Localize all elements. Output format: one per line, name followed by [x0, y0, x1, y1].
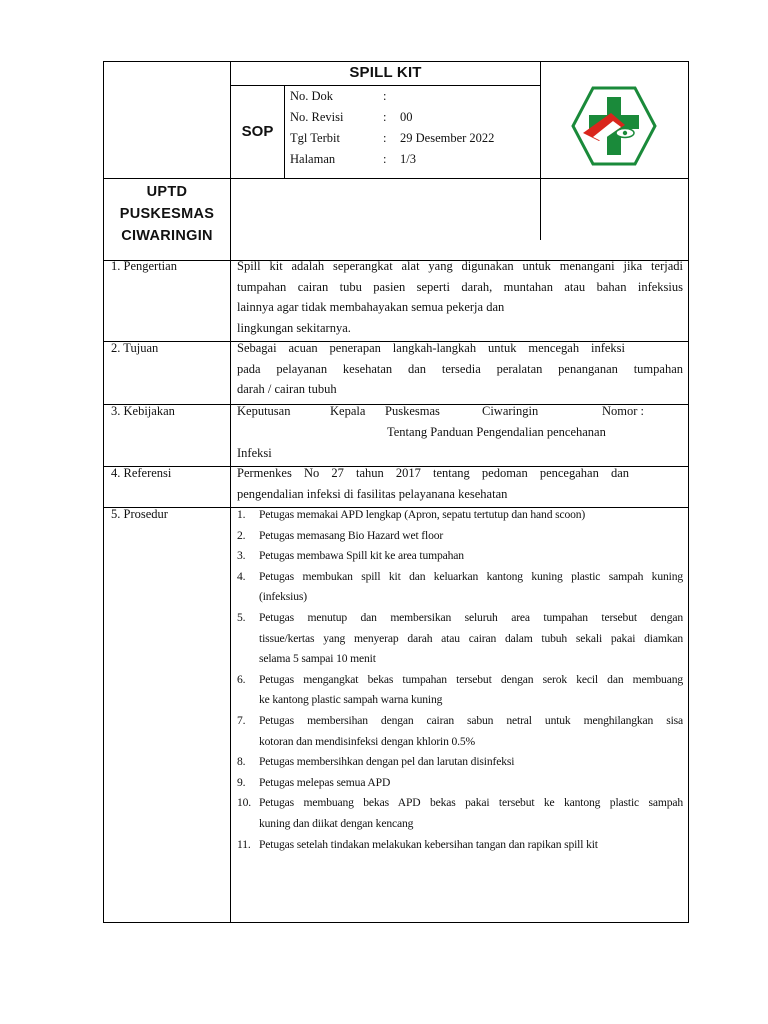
step-line: kotoran dan mendisinfeksi dengan khlorin 0.5% [259, 734, 476, 748]
meta-row-no-dok [290, 86, 535, 107]
body-line: Permenkes No 27 tahun 2017 tentang pedoman pencegahan dan [237, 466, 629, 480]
body-line: darah / cairan tubuh [237, 382, 337, 397]
step-number: 5. [237, 611, 246, 624]
body-line: tumpahan cairan tubu pasien seperti darah, muntahan atau bahan infeksius [237, 279, 683, 294]
sop-document-table [103, 61, 689, 923]
body-line: Sebagai acuan penerapan langkah-langkah untuk mencegah infeksi [237, 341, 625, 355]
sop-divider [284, 85, 285, 178]
sop-label: SOP [241, 123, 274, 140]
meta-row-no-revisi [290, 107, 535, 128]
body-word: Ciwaringin [482, 404, 539, 418]
step-line: Petugas mengangkat bekas tumpahan tersebut dengan serok kecil dan membuang [259, 672, 683, 686]
procedure-list [237, 505, 685, 905]
step-line: Petugas menutup dan membersikan seluruh area tumpahan tersebut dengan [259, 611, 683, 624]
document-meta [290, 86, 535, 176]
meta-label: No. Revisi [290, 110, 344, 124]
meta-value: 1/3 [400, 152, 416, 166]
section-body-pengertian [237, 256, 683, 338]
puskesmas-logo [571, 85, 657, 167]
step-line: Petugas setelah tindakan melakukan kebersihan tangan dan rapikan spill kit [259, 837, 598, 851]
step-number: 6. [237, 672, 246, 686]
step-line: Petugas memasang Bio Hazard wet floor [259, 528, 444, 542]
step-line: Petugas melepas semua APD [259, 775, 391, 789]
step-number: 3. [237, 549, 246, 563]
section-label-pengertian: 1. Pengertian [111, 259, 177, 273]
puskesmas-logo-icon [571, 85, 657, 167]
body-line: Tentang Panduan Pengendalian pencehanan [387, 425, 606, 439]
step-line: Petugas membawa Spill kit ke area tumpahan [259, 549, 464, 563]
body-line: pada pelayanan kesehatan dan tersedia peralatan penanganan tumpahan [237, 361, 683, 376]
col-divider-left [230, 62, 231, 923]
body-word: Puskesmas [385, 404, 440, 418]
meta-row-tgl-terbit [290, 128, 535, 149]
body-word: Kepala [330, 404, 366, 418]
body-line: lingkungan sekitarnya. [237, 320, 351, 335]
meta-label: Tgl Terbit [290, 131, 340, 145]
body-line: Infeksi [237, 446, 272, 460]
org-line: PUSKESMAS [119, 206, 215, 222]
body-line: lainnya agar tidak membahayakan semua pekerja dan [237, 300, 505, 315]
meta-sep: : [383, 152, 387, 166]
org-line: UPTD [146, 184, 188, 200]
step-line: (infeksius) [259, 590, 307, 604]
meta-value: 29 Desember 2022 [400, 131, 495, 145]
step-number: 4. [237, 569, 246, 583]
step-line: selama 5 sampai 10 menit [259, 652, 376, 666]
section-body-referensi [237, 463, 683, 504]
step-line: Petugas membersihkan dengan pel dan larutan disinfeksi [259, 755, 515, 769]
meta-label: No. Dok [290, 89, 334, 103]
meta-sep: : [383, 131, 387, 145]
document-title: SPILL KIT [349, 64, 422, 81]
body-word: Nomor : [602, 404, 645, 418]
step-line: Petugas membukan spill kit dan keluarkan kantong kuning plastic sampah kuning [259, 569, 683, 583]
meta-sep: : [383, 89, 387, 103]
section-body-tujuan [237, 338, 683, 400]
step-line: Petugas memakai APD lengkap (Apron, sepatu tertutup dan hand scoon) [259, 508, 586, 521]
section-label-referensi: 4. Referensi [111, 466, 172, 480]
section-label-tujuan: 2. Tujuan [111, 341, 159, 355]
step-number: 11. [237, 837, 251, 851]
section-label-prosedur: 5. Prosedur [111, 507, 168, 521]
meta-row-halaman [290, 149, 535, 170]
body-line: pengendalian infeksi di fasilitas pelayanana kesehatan [237, 486, 508, 501]
step-number: 2. [237, 528, 246, 542]
header-mid-line [104, 178, 689, 179]
body-word: Keputusan [237, 404, 291, 418]
body-line: Spill kit adalah seperangkat alat yang digunakan untuk menangani jika terjadi [237, 259, 683, 273]
col-divider-right [540, 62, 541, 240]
step-line: tissue/kertas yang menyerap darah atau cairan dalam tubuh sekali pakai diamkan [259, 631, 683, 645]
step-number: 1. [237, 508, 246, 521]
org-line: CIWARINGIN [121, 228, 213, 244]
step-line: ke kantong plastic sampah warna kuning [259, 693, 443, 707]
section-body-kebijakan [237, 401, 683, 465]
step-number: 8. [237, 755, 246, 769]
meta-label: Halaman [290, 152, 336, 166]
section-label-kebijakan: 3. Kebijakan [111, 404, 175, 418]
step-line: Petugas membuang bekas APD bekas pakai tersebut ke kantong plastic sampah [259, 796, 683, 810]
step-number: 10. [237, 796, 252, 810]
step-line: kuning dan diikat dengan kencang [259, 816, 414, 830]
meta-sep: : [383, 110, 387, 124]
meta-value: 00 [400, 110, 413, 124]
step-number: 9. [237, 775, 246, 789]
step-line: Petugas membersihan dengan cairan sabun netral untuk menghilangkan sisa [259, 714, 683, 727]
step-number: 7. [237, 714, 246, 727]
